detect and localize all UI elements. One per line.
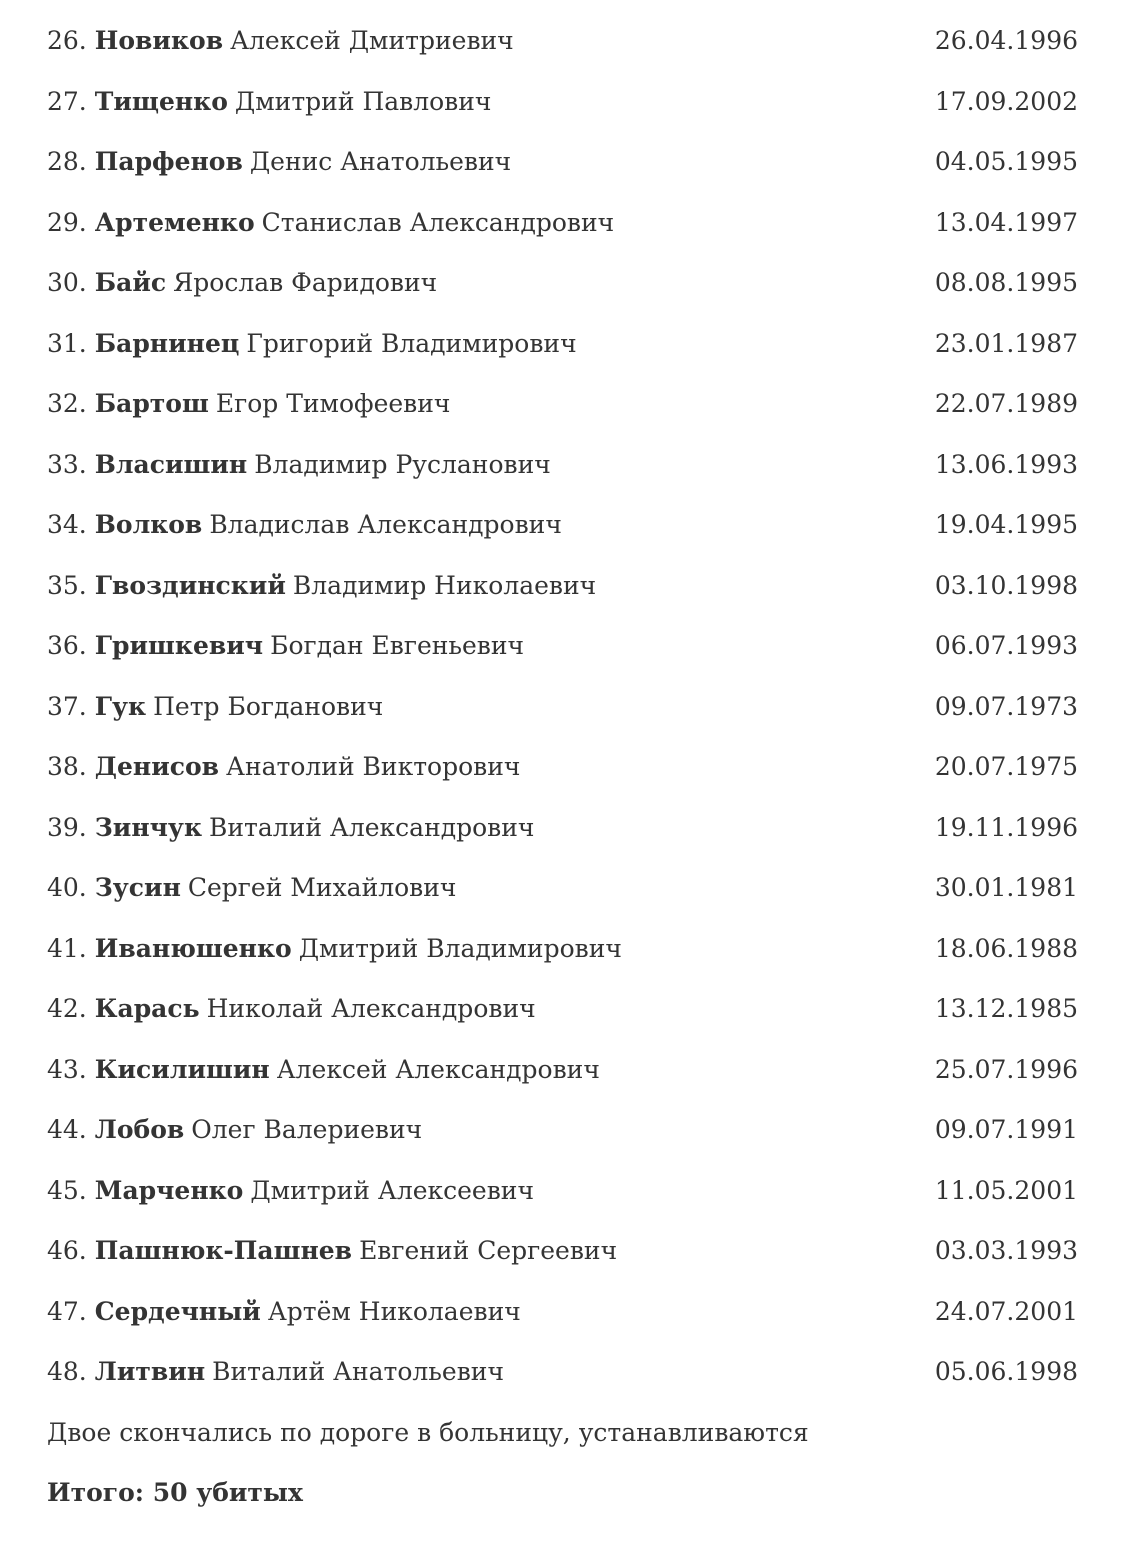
item-number: 37.	[47, 691, 87, 721]
person-given-names: Денис Анатольевич	[249, 147, 512, 176]
person-surname: Лобов	[94, 1115, 185, 1144]
birth-date: 06.07.1993	[934, 631, 1078, 660]
list-item	[47, 374, 1078, 435]
item-number: 48.	[47, 1357, 87, 1386]
list-item	[47, 858, 1078, 919]
total-line: Итого: 50 убитых	[47, 1478, 303, 1507]
list-item	[47, 132, 1078, 193]
person-surname: Парфенов	[94, 147, 243, 176]
person-name-block	[47, 1282, 521, 1343]
person-name-block	[47, 798, 534, 859]
person-given-names: Алексей Александрович	[276, 1054, 600, 1084]
person-name-block	[47, 253, 437, 314]
birth-date: 03.03.1993	[934, 1236, 1078, 1265]
person-surname: Литвин	[94, 1357, 206, 1386]
list-item	[47, 495, 1078, 556]
person-surname: Тищенко	[94, 86, 228, 116]
birth-date: 19.04.1995	[934, 510, 1078, 539]
person-name-block	[47, 1100, 422, 1161]
person-given-names: Дмитрий Владимирович	[298, 933, 622, 963]
list-item	[47, 1161, 1078, 1222]
birth-date: 08.08.1995	[934, 268, 1078, 297]
item-number: 29.	[47, 207, 87, 237]
item-number: 30.	[47, 268, 87, 297]
person-name-block	[47, 919, 622, 980]
birth-date: 17.09.2002	[934, 86, 1078, 116]
list-item	[47, 798, 1078, 859]
list-item	[47, 435, 1078, 496]
person-given-names: Виталий Александрович	[209, 812, 535, 842]
person-given-names: Владимир Русланович	[254, 449, 551, 479]
person-surname: Артеменко	[94, 207, 255, 237]
person-given-names: Ярослав Фаридович	[173, 268, 438, 297]
item-number: 40.	[47, 873, 87, 902]
person-given-names: Анатолий Викторович	[226, 752, 521, 781]
item-number: 45.	[47, 1175, 87, 1205]
list-item	[47, 979, 1078, 1040]
person-surname: Карась	[94, 994, 200, 1023]
birth-date: 05.06.1998	[934, 1357, 1078, 1386]
birth-date: 23.01.1987	[934, 328, 1078, 358]
person-given-names: Станислав Александрович	[261, 207, 615, 237]
item-number: 26.	[47, 26, 87, 55]
person-given-names: Алексей Дмитриевич	[230, 26, 514, 55]
person-given-names: Виталий Анатольевич	[212, 1357, 504, 1386]
birth-date: 19.11.1996	[934, 812, 1078, 842]
birth-date: 30.01.1981	[934, 873, 1078, 902]
person-name-block	[47, 1342, 504, 1403]
person-name-block	[47, 72, 491, 133]
list-item	[47, 556, 1078, 617]
item-number: 27.	[47, 86, 87, 116]
list-item	[47, 193, 1078, 254]
person-surname: Байс	[94, 268, 167, 297]
person-name-block	[47, 1221, 617, 1282]
list-item	[47, 1100, 1078, 1161]
list-item	[47, 1342, 1078, 1403]
item-number: 36.	[47, 631, 87, 660]
list-item	[47, 737, 1078, 798]
item-number: 32.	[47, 389, 87, 418]
person-given-names: Артём Николаевич	[267, 1296, 521, 1326]
person-given-names: Петр Богданович	[153, 691, 384, 721]
item-number: 41.	[47, 933, 87, 963]
birth-date: 03.10.1998	[934, 570, 1078, 600]
item-number: 42.	[47, 994, 87, 1023]
birth-date: 20.07.1975	[934, 752, 1078, 781]
item-number: 33.	[47, 449, 87, 479]
item-number: 47.	[47, 1296, 87, 1326]
person-name-block	[47, 616, 524, 677]
person-name-block	[47, 979, 536, 1040]
person-name-block	[47, 858, 456, 919]
person-surname: Гвоздинский	[94, 570, 286, 600]
person-surname: Марченко	[94, 1175, 244, 1205]
person-given-names: Владимир Николаевич	[292, 570, 597, 600]
note-line: Двое скончались по дороге в больницу, устанавливаются	[47, 1417, 809, 1447]
birth-date: 24.07.2001	[934, 1296, 1078, 1326]
victims-list	[47, 11, 1078, 1403]
item-number: 43.	[47, 1054, 87, 1084]
list-item	[47, 314, 1078, 375]
birth-date: 13.06.1993	[934, 449, 1078, 479]
list-item	[47, 616, 1078, 677]
item-number: 34.	[47, 510, 87, 539]
person-surname: Денисов	[94, 752, 220, 781]
person-given-names: Дмитрий Павлович	[234, 86, 492, 116]
person-given-names: Олег Валериевич	[191, 1115, 423, 1144]
person-surname: Власишин	[94, 449, 248, 479]
birth-date: 13.04.1997	[934, 207, 1078, 237]
birth-date: 26.04.1996	[934, 26, 1078, 55]
item-number: 31.	[47, 328, 87, 358]
person-name-block	[47, 1040, 600, 1101]
person-surname: Гришкевич	[94, 631, 264, 660]
list-item	[47, 1282, 1078, 1343]
person-given-names: Сергей Михайлович	[187, 873, 457, 902]
person-name-block	[47, 1161, 534, 1222]
person-name-block	[47, 495, 562, 556]
item-number: 39.	[47, 812, 87, 842]
person-name-block	[47, 132, 511, 193]
person-given-names: Владислав Александрович	[209, 510, 562, 539]
item-number: 35.	[47, 570, 87, 600]
person-name-block	[47, 737, 520, 798]
person-surname: Гук	[94, 691, 147, 721]
person-given-names: Богдан Евгеньевич	[270, 631, 525, 660]
person-name-block	[47, 11, 514, 72]
person-given-names: Дмитрий Алексеевич	[250, 1175, 534, 1205]
person-surname: Пашнюк-Пашнев	[94, 1236, 353, 1265]
item-number: 28.	[47, 147, 87, 176]
person-name-block	[47, 374, 450, 435]
person-given-names: Николай Александрович	[206, 994, 536, 1023]
person-surname: Кисилишин	[94, 1054, 270, 1084]
person-name-block	[47, 556, 596, 617]
birth-date: 13.12.1985	[934, 994, 1078, 1023]
list-item	[47, 11, 1078, 72]
item-number: 38.	[47, 752, 87, 781]
item-number: 46.	[47, 1236, 87, 1265]
birth-date: 18.06.1988	[934, 933, 1078, 963]
list-item	[47, 253, 1078, 314]
birth-date: 09.07.1991	[934, 1115, 1078, 1144]
birth-date: 22.07.1989	[934, 389, 1078, 418]
list-item	[47, 677, 1078, 738]
person-given-names: Егор Тимофеевич	[215, 389, 451, 418]
person-surname: Сердечный	[94, 1296, 261, 1326]
list-item	[47, 72, 1078, 133]
person-surname: Барнинец	[94, 328, 240, 358]
person-surname: Новиков	[94, 26, 224, 55]
person-name-block	[47, 677, 383, 738]
list-item	[47, 1221, 1078, 1282]
person-surname: Зусин	[94, 873, 181, 902]
person-surname: Бартош	[94, 389, 209, 418]
birth-date: 25.07.1996	[934, 1054, 1078, 1084]
item-number: 44.	[47, 1115, 87, 1144]
birth-date: 04.05.1995	[934, 147, 1078, 176]
person-name-block	[47, 193, 614, 254]
birth-date: 09.07.1973	[934, 691, 1078, 721]
person-given-names: Григорий Владимирович	[246, 328, 577, 358]
person-surname: Волков	[94, 510, 203, 539]
person-name-block	[47, 314, 577, 375]
birth-date: 11.05.2001	[934, 1175, 1078, 1205]
person-given-names: Евгений Сергеевич	[359, 1236, 618, 1265]
list-item	[47, 919, 1078, 980]
person-name-block	[47, 435, 551, 496]
list-item	[47, 1040, 1078, 1101]
person-surname: Зинчук	[94, 812, 202, 842]
person-surname: Иванюшенко	[94, 933, 292, 963]
